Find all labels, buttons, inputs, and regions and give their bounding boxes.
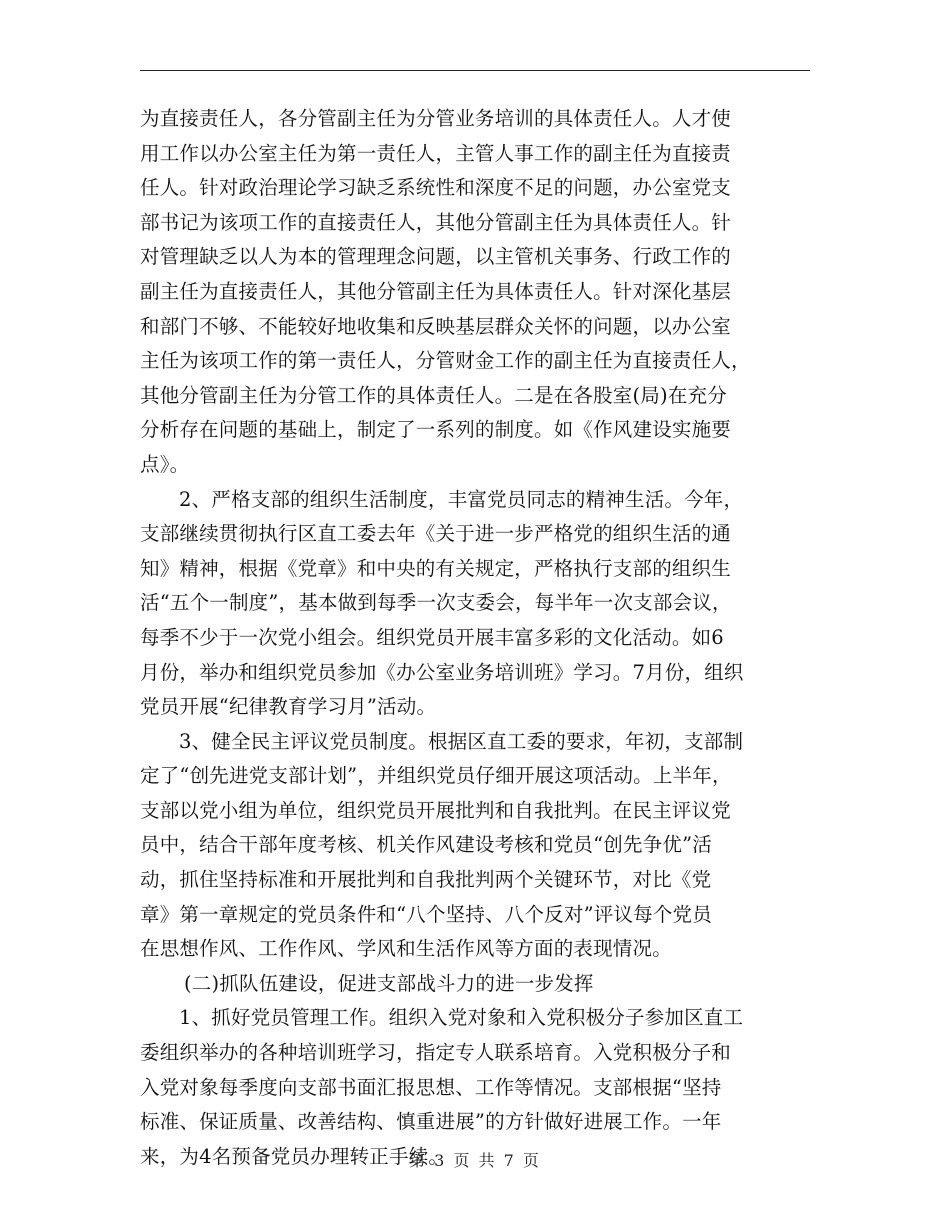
paragraph-start-line: 3、健全民主评议党员制度。根据区直工委的要求，年初，支部制 bbox=[179, 729, 744, 753]
text-line: 其他分管副主任为分管工作的具体责任人。二是在各股室(局)在充分 bbox=[140, 383, 727, 407]
text-line: 入党对象每季度向支部书面汇报思想、工作等情况。支部根据“坚持 bbox=[140, 1075, 722, 1099]
text-line: 每季不少于一次党小组会。组织党员开展丰富多彩的文化活动。如6 bbox=[140, 625, 724, 649]
text-line: 分析存在问题的基础上，制定了一系列的制度。如《作风建设实施要 bbox=[140, 418, 732, 442]
text-line: 用工作以办公室主任为第一责任人，主管人事工作的副主任为直接责 bbox=[140, 141, 732, 165]
document-body bbox=[140, 102, 810, 1174]
text-line: 主任为该项工作的第一责任人，分管财金工作的副主任为直接责任人， bbox=[140, 349, 751, 373]
text-line: 员中，结合干部年度考核、机关作风建设考核和党员“创先争优”活 bbox=[140, 833, 712, 857]
text-line: 支部继续贯彻执行区直工委去年《关于进一步严格党的组织生活的通 bbox=[140, 522, 732, 546]
text-line: 部书记为该项工作的直接责任人，其他分管副主任为具体责任人。针 bbox=[140, 210, 732, 234]
text-line: 月份，举办和组织党员参加《办公室业务培训班》学习。7月份，组织 bbox=[140, 660, 744, 684]
text-line: 和部门不够、不能较好地收集和反映基层群众关怀的问题，以办公室 bbox=[140, 314, 732, 338]
text-line: 支部以党小组为单位，组织党员开展批判和自我批判。在民主评议党 bbox=[140, 798, 732, 822]
text-line: 知》精神，根据《党章》和中央的有关规定，严格执行支部的组织生 bbox=[140, 556, 732, 580]
text-line: 为直接责任人，各分管副主任为分管业务培训的具体责任人。人才使 bbox=[140, 107, 732, 130]
text-line: 标准、保证质量、改善结构、慎重进展”的方针做好进展工作。一年 bbox=[140, 1110, 722, 1134]
text-line: 活“五个一制度”，基本做到每季一次支委会，每半年一次支部会议， bbox=[140, 591, 732, 615]
text-line: 任人。针对政治理论学习缺乏系统性和深度不足的问题，办公室党支 bbox=[140, 176, 732, 200]
text-line: 党员开展“纪律教育学习月”活动。 bbox=[140, 695, 437, 719]
paragraph-start-line: 1、抓好党员管理工作。组织入党对象和入党积极分子参加区直工 bbox=[179, 1006, 744, 1030]
text-line: 对管理缺乏以人为本的管理理念问题，以主管机关事务、行政工作的 bbox=[140, 245, 732, 269]
text-line: 委组织举办的各种培训班学习，指定专人联系培育。入党积极分子和 bbox=[140, 1041, 732, 1065]
text-line: 来，为4名预备党员办理转正手续。 bbox=[140, 1144, 449, 1168]
text-line: 章》第一章规定的党员条件和“八个坚持、八个反对”评议每个党员 bbox=[140, 902, 712, 926]
text-line: 副主任为直接责任人，其他分管副主任为具体责任人。针对深化基层 bbox=[140, 279, 732, 303]
header-rule bbox=[140, 70, 810, 71]
section-heading: (二)抓队伍建设，促进支部战斗力的进一步发挥 bbox=[184, 971, 594, 995]
text-line: 在思想作风、工作作风、学风和生活作风等方面的表现情况。 bbox=[140, 937, 672, 961]
text-line: 定了“创先进党支部计划”，并组织党员仔细开展这项活动。上半年， bbox=[140, 764, 732, 788]
page-number: 第 3 页 共 7 页 bbox=[409, 1151, 541, 1170]
paragraph-start-line: 2、严格支部的组织生活制度，丰富党员同志的精神生活。今年， bbox=[179, 487, 744, 511]
text-line: 动，抓住坚持标准和开展批判和自我批判两个关键环节，对比《党 bbox=[140, 868, 712, 892]
text-line: 点》。 bbox=[140, 452, 190, 476]
